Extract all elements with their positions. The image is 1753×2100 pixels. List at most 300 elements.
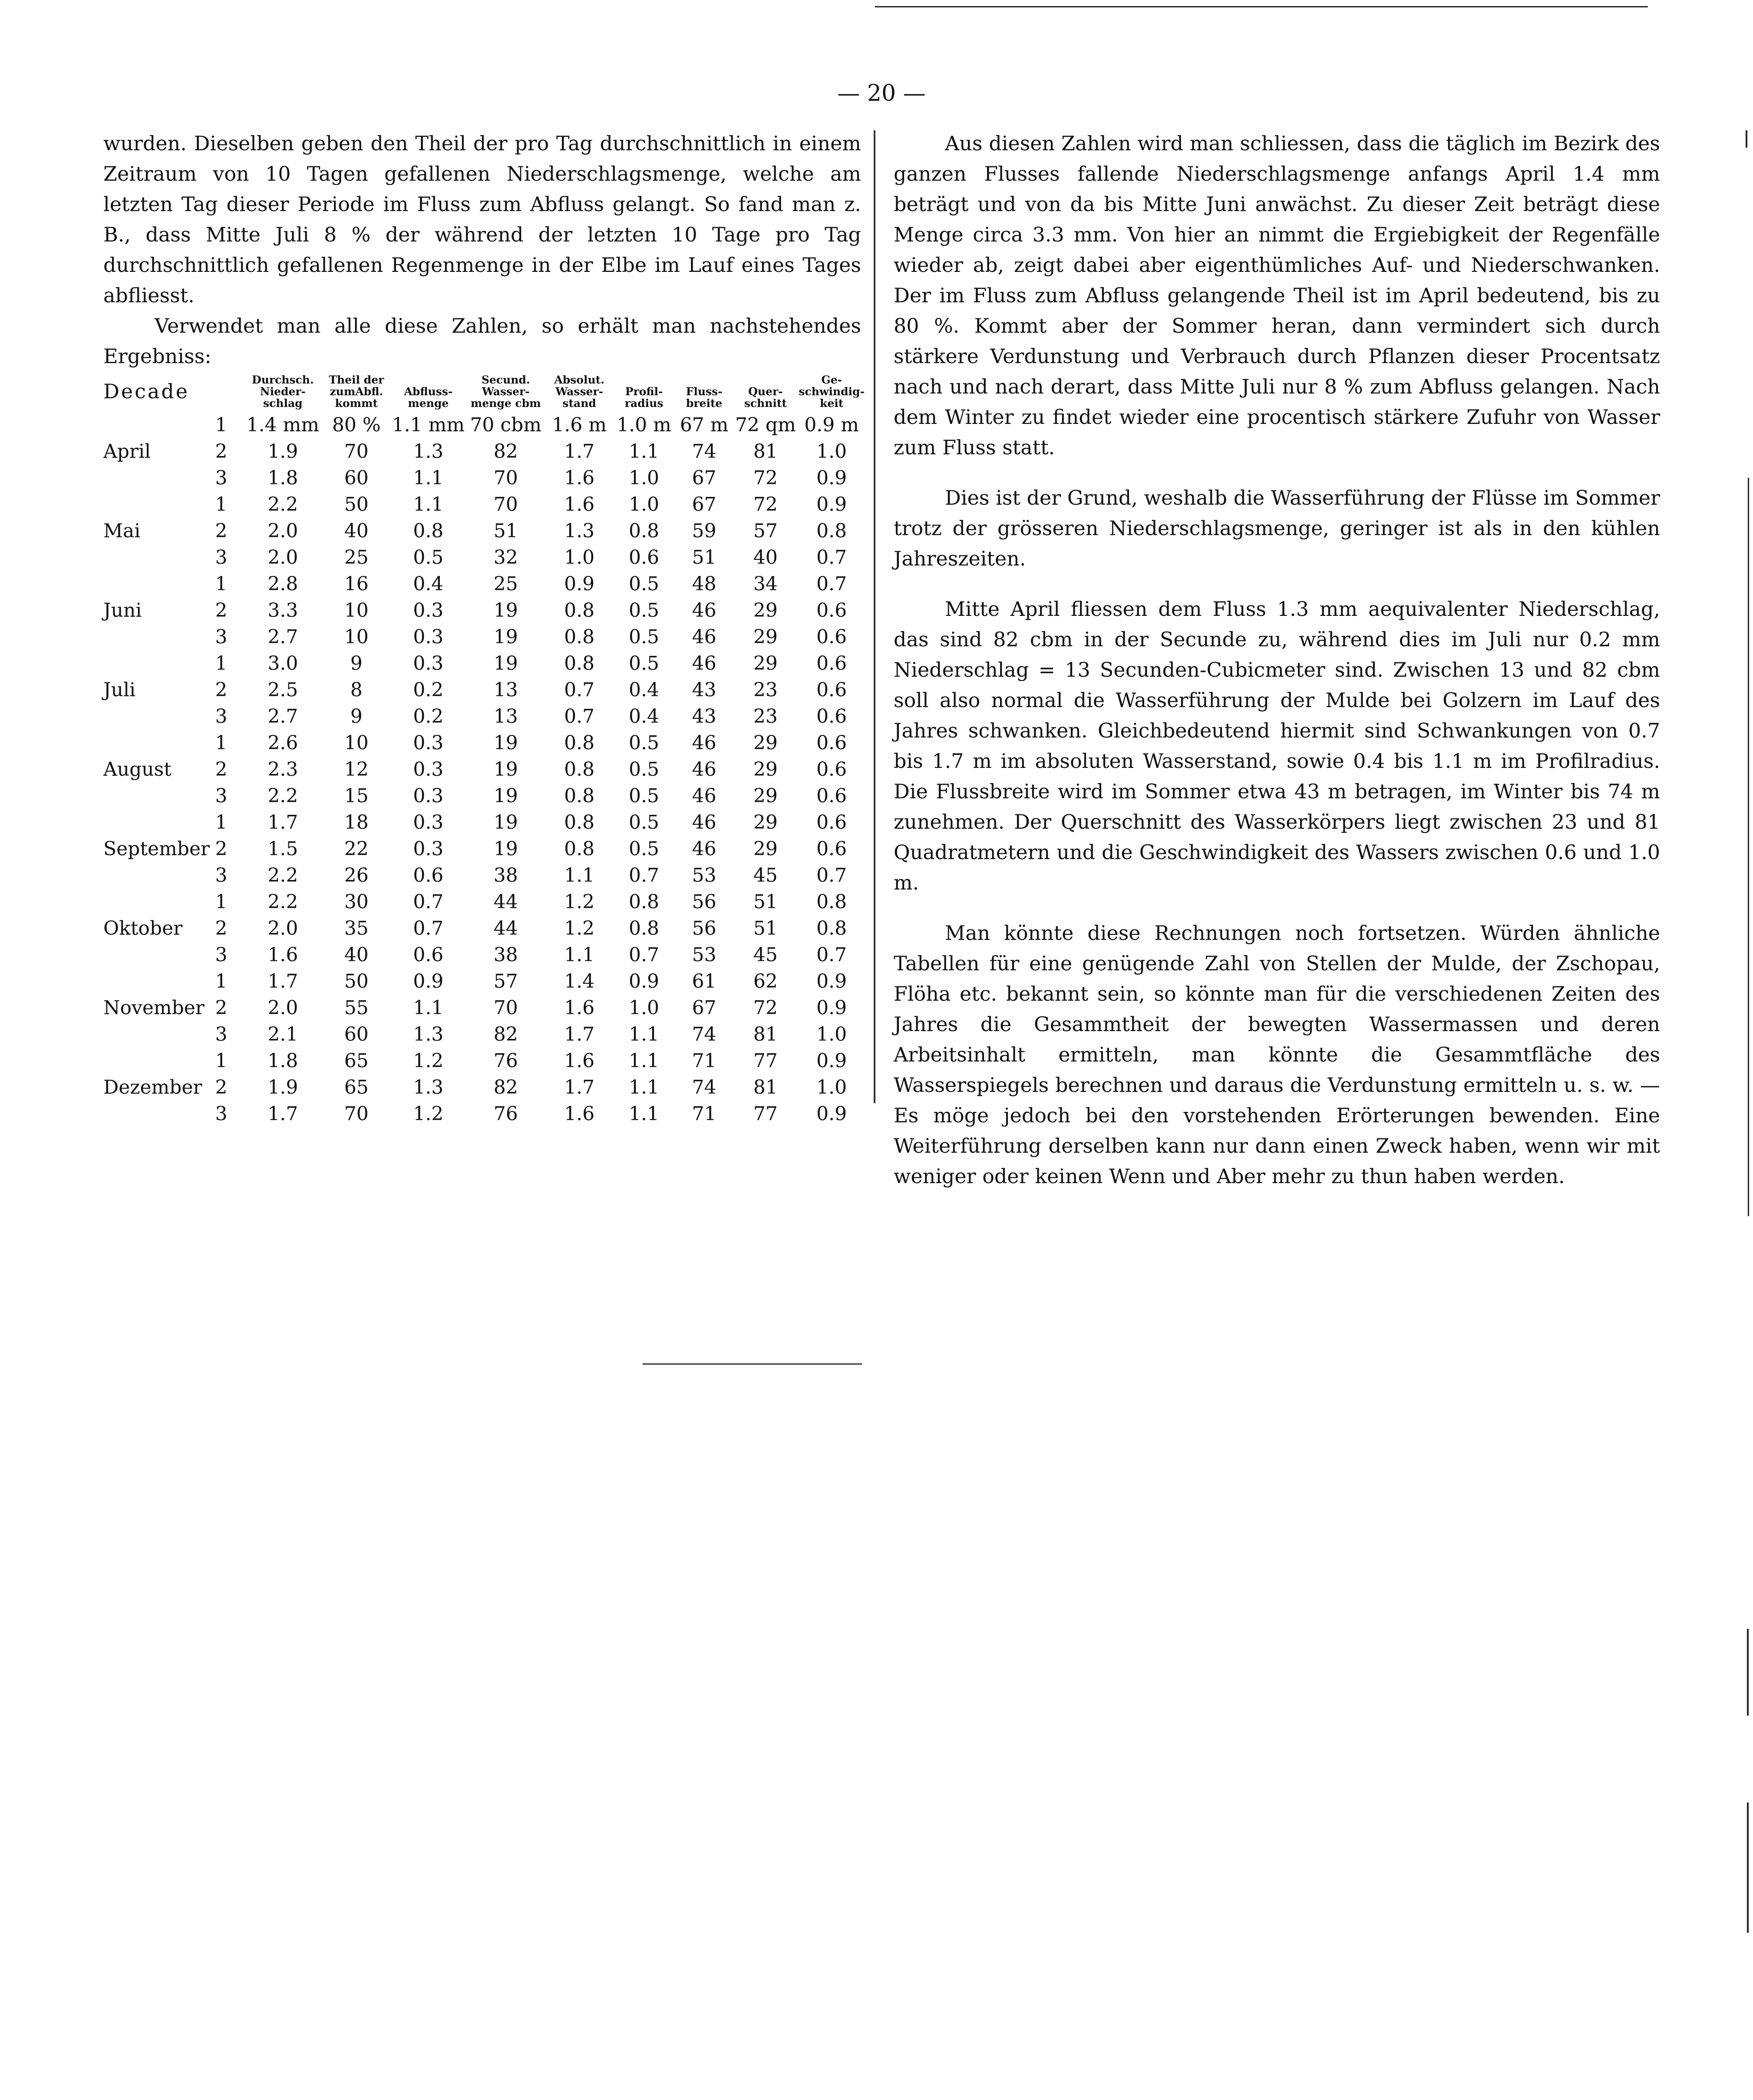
table-cell: 46 [692,785,716,807]
table-row [103,518,865,544]
table-cell: 1.1 [629,440,660,463]
top-rule [875,6,1648,7]
table-cell: 50 [344,970,369,992]
table-cell: 1.1 mm [392,414,465,436]
table-cell: 1.6 [564,493,595,516]
month-cell [103,862,213,889]
table-cell: 29 [753,785,778,807]
table-row [103,1074,865,1101]
table-cell: 0.6 [413,944,444,966]
table-cell: 1.2 [413,1103,444,1125]
table-cell: 19 [493,838,518,860]
decade-number: 2 [215,838,228,860]
table-cell: 0.7 [629,864,660,886]
table-cell: 22 [344,838,369,860]
table-row [103,836,865,862]
table-cell: 74 [692,1076,716,1098]
table-cell: 1.1 [413,997,444,1019]
month-cell: August [103,758,172,780]
table-cell: 44 [493,891,518,913]
header-durchschn: Durchsch. Nieder-schlag [252,374,314,410]
table-row [103,597,865,624]
decade-number: 3 [215,1023,228,1045]
table-cell: 1.7 [564,1076,595,1098]
decade-number: 2 [215,917,228,939]
table-cell: 1.0 m [617,414,671,436]
table-cell: 74 [692,440,716,463]
table-row [103,677,865,703]
table-row [103,889,865,915]
table-cell: 25 [493,573,518,595]
table-row [103,650,865,677]
table-cell: 1.1 [629,1050,660,1072]
table-cell: 81 [753,440,778,463]
scan-edge-mark [1747,1802,1749,1933]
table-cell: 67 m [680,414,729,436]
table-cell: 53 [692,864,716,886]
table-cell: 0.8 [564,626,595,648]
month-cell [103,1048,213,1074]
table-cell: 51 [753,917,778,939]
decade-number: 2 [215,997,228,1019]
table-cell: 0.9 [629,970,660,992]
table-header-row [103,374,865,412]
right-paragraph-4: Man könnte diese Rechnungen noch fortsetzen. Würden ähnliche Tabellen für eine genügende Zahl von Stellen der Mulde, der Zschopau, Flöha etc. bekannt sein, so könnte man für die verschiedenen Zeiten des Jahres die Gesammtheit der bewegten Wassermassen und deren Arbeitsinhalt ermitteln, man könnte die Gesammtfläche des Wasserspiegels berechnen und daraus die Verdunstung ermitteln u. s. w. — Es möge jedoch bei den vorstehenden Erörterungen bewenden. Eine Weiterführung derselben kann nur dann einen Zweck haben, wenn wir mit weniger oder keinen Wenn und Aber mehr zu thun haben werden. [894,921,1660,1188]
table-cell: 0.7 [816,573,847,595]
table-cell: 29 [753,652,778,675]
table-cell: 38 [493,944,518,966]
table-cell: 57 [753,520,778,542]
table-cell: 2.0 [267,520,298,542]
table-row [103,438,865,465]
table-row [103,915,865,942]
table-cell: 40 [344,520,369,542]
month-cell [103,1101,213,1127]
table-cell: 34 [753,573,778,595]
table-cell: 57 [493,970,518,992]
table-cell: 0.8 [564,758,595,780]
table-cell: 0.4 [629,679,660,701]
table-cell: 0.5 [629,652,660,675]
month-cell [103,571,213,597]
table-cell: 0.7 [629,944,660,966]
table-cell: 0.8 [564,838,595,860]
table-cell: 0.3 [413,758,444,780]
table-cell: 0.8 [564,785,595,807]
table-cell: 1.8 [267,467,298,489]
decade-number: 2 [215,679,228,701]
table-cell: 0.5 [629,758,660,780]
decade-number: 1 [215,811,228,833]
table-row [103,730,865,756]
table-cell: 1.3 [564,520,595,542]
header-abfluss: Abfluss-menge [404,385,453,410]
scan-edge-mark [1748,478,1749,1216]
month-cell [103,783,213,809]
table-cell: 0.3 [413,785,444,807]
table-cell: 44 [493,917,518,939]
table-row [103,968,865,995]
table-cell: 0.8 [564,732,595,754]
table-cell: 10 [344,732,369,754]
table-cell: 0.6 [816,599,847,622]
scan-edge-mark [1747,1629,1749,1716]
table-cell: 0.8 [413,520,444,542]
discharge-table [103,374,865,1127]
table-cell: 0.7 [413,917,444,939]
table-row [103,544,865,571]
table-cell: 19 [493,732,518,754]
header-profil: Profil-radius [624,385,664,410]
table-cell: 29 [753,758,778,780]
table-cell: 72 [753,467,778,489]
table-cell: 1.6 [564,1103,595,1125]
decade-number: 1 [215,573,228,595]
table-cell: 0.3 [413,626,444,648]
table-row [103,783,865,809]
table-cell: 59 [692,520,716,542]
table-row [103,995,865,1021]
table-cell: 1.8 [267,1050,298,1072]
table-cell: 0.3 [413,599,444,622]
table-cell: 40 [753,546,778,569]
table-cell: 46 [692,652,716,675]
table-cell: 0.8 [816,891,847,913]
table-cell: 0.8 [629,891,660,913]
table-cell: 0.9 [413,970,444,992]
table-cell: 2.1 [267,1023,298,1045]
table-cell: 2.3 [267,758,298,780]
table-cell: 0.5 [413,546,444,569]
decade-number: 1 [215,891,228,913]
decade-number: 3 [215,864,228,886]
table-cell: 0.7 [413,891,444,913]
decade-number: 1 [215,732,228,754]
table-cell: 2.2 [267,864,298,886]
table-cell: 70 [493,467,518,489]
table-cell: 3.3 [267,599,298,622]
table-cell: 70 [344,1103,369,1125]
table-cell: 15 [344,785,369,807]
page-number: — 20 — [837,80,926,106]
table-cell: 72 qm [735,414,796,436]
month-cell: April [103,440,151,463]
table-cell: 0.2 [413,679,444,701]
month-cell [103,942,213,968]
table-cell: 0.6 [816,838,847,860]
table-cell: 8 [350,679,363,701]
table-cell: 0.8 [816,520,847,542]
table-cell: 23 [753,679,778,701]
table-cell: 13 [493,679,518,701]
table-cell: 35 [344,917,369,939]
scan-edge-mark [1746,130,1747,148]
table-cell: 0.3 [413,811,444,833]
decade-number: 1 [215,414,228,436]
month-cell [103,968,213,995]
table-cell: 71 [692,1050,716,1072]
table-cell: 1.5 [267,838,298,860]
table-cell: 70 [493,997,518,1019]
table-cell: 2.2 [267,493,298,516]
month-cell: November [103,997,205,1019]
month-cell: Mai [103,520,141,542]
table-cell: 38 [493,864,518,886]
table-cell: 0.5 [629,811,660,833]
decade-number: 2 [215,520,228,542]
table-cell: 30 [344,891,369,913]
right-paragraph-3: Mitte April fliessen dem Fluss 1.3 mm aequivalenter Niederschlag, das sind 82 cbm in der Secunde zu, während dies im Juli nur 0.2 mm Niederschlag = 13 Secunden-Cubicmeter sind. Zwischen 13 und 82 cbm soll also normal die Wasserführung der Mulde bei Golzern im Lauf des Jahres schwanken. Gleichbedeutend hiermit sind Schwankungen von 0.7 bis 1.7 m im absoluten Wasserstand, sowie 0.4 bis 1.1 m im Profilradius. Die Flussbreite wird im Sommer etwa 43 m betragen, im Winter bis 74 m zunehmen. Der Querschnitt des Wasserkörpers liegt zwischen 23 und 81 Quadratmetern und die Geschwindigkeit des Wassers zwischen 0.6 und 1.0 m. [894,597,1660,894]
table-cell: 1.1 [413,493,444,516]
table-cell: 0.8 [629,520,660,542]
table-cell: 29 [753,626,778,648]
table-cell: 71 [692,1103,716,1125]
decade-number: 3 [215,944,228,966]
table-cell: 81 [753,1076,778,1098]
table-cell: 0.6 [816,785,847,807]
table-cell: 1.0 [629,467,660,489]
table-cell: 1.7 [267,970,298,992]
table-cell: 25 [344,546,369,569]
table-cell: 1.1 [413,467,444,489]
table-cell: 0.5 [629,626,660,648]
table-cell: 2.5 [267,679,298,701]
table-cell: 2.0 [267,917,298,939]
table-cell: 1.7 [267,811,298,833]
table-cell: 0.7 [816,546,847,569]
decade-number: 1 [215,1050,228,1072]
table-cell: 53 [692,944,716,966]
table-cell: 26 [344,864,369,886]
table-cell: 77 [753,1050,778,1072]
table-cell: 82 [493,1076,518,1098]
decade-number: 1 [215,493,228,516]
decade-number: 3 [215,705,228,728]
table-cell: 0.9 [816,493,847,516]
table-cell: 1.1 [564,944,595,966]
month-cell [103,465,213,491]
table-cell: 1.0 [816,1076,847,1098]
table-cell: 46 [692,758,716,780]
header-gesch: Ge-schwindig-keit [799,374,865,410]
table-cell: 0.5 [629,732,660,754]
table-cell: 18 [344,811,369,833]
table-cell: 76 [493,1103,518,1125]
table-cell: 0.8 [564,811,595,833]
table-cell: 16 [344,573,369,595]
table-cell: 0.6 [413,864,444,886]
table-row [103,862,865,889]
table-cell: 0.3 [413,732,444,754]
separator-rule [643,1363,862,1365]
table-cell: 45 [753,944,778,966]
decade-number: 2 [215,1076,228,1098]
table-cell: 60 [344,467,369,489]
table-cell: 1.2 [413,1050,444,1072]
table-cell: 0.7 [564,705,595,728]
table-row [103,703,865,730]
table-cell: 46 [692,732,716,754]
table-cell: 0.6 [816,732,847,754]
table-cell: 0.5 [629,599,660,622]
table-cell: 29 [753,838,778,860]
table-cell: 67 [692,493,716,516]
month-cell [103,491,213,518]
table-cell: 62 [753,970,778,992]
table-row [103,465,865,491]
header-decade: Decade [103,380,189,403]
table-cell: 65 [344,1050,369,1072]
table-cell: 10 [344,599,369,622]
table-cell: 0.8 [816,917,847,939]
table-cell: 77 [753,1103,778,1125]
table-cell: 46 [692,626,716,648]
table-cell: 1.6 [564,997,595,1019]
table-cell: 0.9 [816,997,847,1019]
table-cell: 2.7 [267,626,298,648]
table-cell: 19 [493,599,518,622]
table-cell: 0.7 [816,864,847,886]
table-cell: 3.0 [267,652,298,675]
table-cell: 0.5 [629,838,660,860]
table-cell: 43 [692,705,716,728]
table-cell: 1.7 [564,1023,595,1045]
table-cell: 29 [753,811,778,833]
table-cell: 2.2 [267,785,298,807]
table-row [103,942,865,968]
month-cell [103,889,213,915]
table-cell: 72 [753,997,778,1019]
table-cell: 70 [344,440,369,463]
table-cell: 0.9 [816,1103,847,1125]
table-cell: 2.2 [267,891,298,913]
table-cell: 2.6 [267,732,298,754]
table-cell: 1.6 [267,944,298,966]
header-secund: Secund. Wasser-menge cbm [470,374,541,410]
table-cell: 0.9 [816,1050,847,1072]
table-row [103,1021,865,1048]
table-cell: 0.7 [816,944,847,966]
header-theil: Theil der zumAbfl. kommt [329,374,384,410]
table-cell: 2.8 [267,573,298,595]
decade-number: 2 [215,599,228,622]
table-cell: 74 [692,1023,716,1045]
table-cell: 1.2 [564,917,595,939]
table-cell: 0.5 [629,573,660,595]
table-row [103,412,865,438]
table-cell: 13 [493,705,518,728]
table-cell: 1.0 [629,493,660,516]
table-cell: 48 [692,573,716,595]
table-cell: 19 [493,626,518,648]
table-cell: 0.7 [564,679,595,701]
table-cell: 1.0 [629,997,660,1019]
month-cell: Juni [103,599,142,622]
table-cell: 2.0 [267,546,298,569]
table-cell: 67 [692,997,716,1019]
table-body [103,412,865,1127]
month-cell [103,412,213,438]
month-cell [103,809,213,836]
table-cell: 1.1 [629,1103,660,1125]
table-cell: 1.0 [816,1023,847,1045]
decade-number: 3 [215,626,228,648]
table-cell: 1.9 [267,440,298,463]
left-paragraph-1: wurden. Dieselben geben den Theil der pro Tag durchschnittlich in einem Zeitraum von 10 Tagen gefallenen Niederschlagsmenge, welche am letzten Tag dieser Periode im Fluss zum Abfluss gelangt. So fand man z. B., dass Mitte Juli 8 % der während der letzten 10 Tage pro Tag durchschnittlich gefallenen Regenmenge in der Elbe im Lauf eines Tages abfliesst. [103,132,861,307]
header-quer: Quer-schnitt [744,385,787,410]
table-cell: 0.6 [816,626,847,648]
table-cell: 45 [753,864,778,886]
right-paragraph-2: Dies ist der Grund, weshalb die Wasserführung der Flüsse im Sommer trotz der grösseren Niederschlagsmenge, geringer ist als in den kühlen Jahreszeiten. [894,486,1660,570]
table-cell: 51 [753,891,778,913]
month-cell [103,544,213,571]
table-cell: 0.6 [629,546,660,569]
month-cell: Juli [103,679,136,701]
decade-number: 3 [215,1103,228,1125]
table-row [103,1101,865,1127]
table-cell: 40 [344,944,369,966]
month-cell [103,650,213,677]
table-cell: 0.3 [413,838,444,860]
table-cell: 0.9 [816,467,847,489]
table-cell: 0.9 [816,970,847,992]
decade-number: 3 [215,546,228,569]
table-cell: 10 [344,626,369,648]
table-cell: 12 [344,758,369,780]
month-cell [103,703,213,730]
month-cell: Dezember [103,1076,202,1098]
table-cell: 0.3 [413,652,444,675]
table-cell: 1.1 [629,1023,660,1045]
table-cell: 19 [493,785,518,807]
table-cell: 1.4 [564,970,595,992]
table-cell: 55 [344,997,369,1019]
table-cell: 1.7 [267,1103,298,1125]
table-cell: 1.6 [564,1050,595,1072]
table-cell: 2.7 [267,705,298,728]
table-cell: 9 [350,705,363,728]
table-cell: 46 [692,811,716,833]
table-cell: 0.8 [564,599,595,622]
table-cell: 1.2 [564,891,595,913]
table-row [103,571,865,597]
table-cell: 1.6 m [552,414,607,436]
header-absolut: Absolut. Wasser-stand [554,374,604,410]
table-cell: 1.1 [564,864,595,886]
table-cell: 72 [753,493,778,516]
table-cell: 9 [350,652,363,675]
table-cell: 1.0 [816,440,847,463]
table-cell: 56 [692,917,716,939]
table-cell: 80 % [332,414,381,436]
table-cell: 1.7 [564,440,595,463]
table-cell: 1.1 [629,1076,660,1098]
table-cell: 32 [493,546,518,569]
table-cell: 2.0 [267,997,298,1019]
table-cell: 1.9 [267,1076,298,1098]
table-cell: 1.3 [413,440,444,463]
month-cell [103,1021,213,1048]
table-cell: 82 [493,440,518,463]
decade-number: 3 [215,785,228,807]
decade-number: 1 [215,970,228,992]
left-column [103,128,865,1127]
table-cell: 1.3 [413,1076,444,1098]
left-paragraph-2: Verwendet man alle diese Zahlen, so erhält man nachstehendes Ergebniss: [103,314,861,368]
table-cell: 29 [753,599,778,622]
table-cell: 67 [692,467,716,489]
table-cell: 61 [692,970,716,992]
